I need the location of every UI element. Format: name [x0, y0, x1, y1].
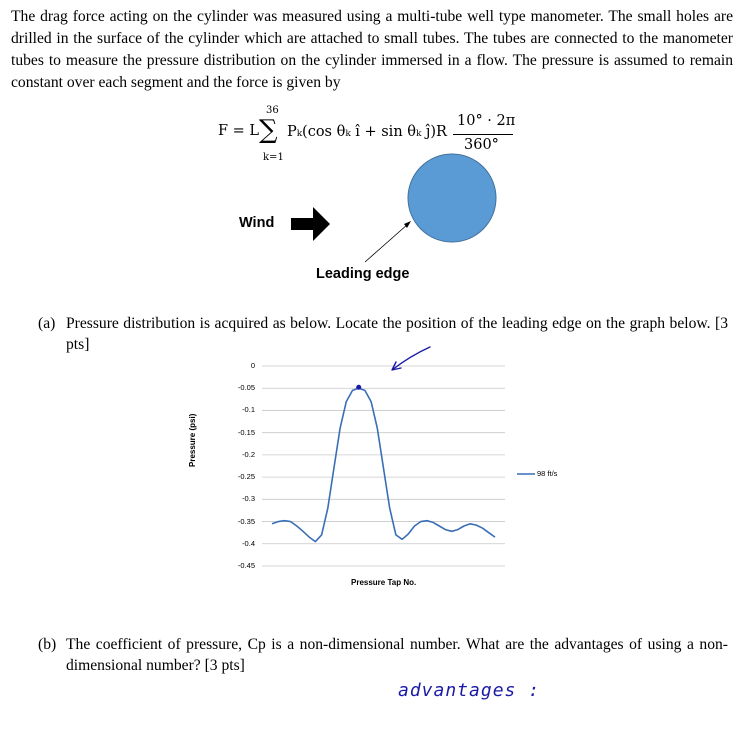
intro-paragraph: The drag force acting on the cylinder was measured using a multi-tube well type manometer. The small holes are drilled in the surface of the cylinder which are attached to small tubes. The tubes are connected to the manometer tubes to measure the pressure distribution on the cylinder immersed in a flow. The pressure is assumed to remain constant over each segment and the force is given by — [11, 8, 733, 91]
y-tick-label: -0.3 — [242, 494, 255, 504]
question-a-number: (a) — [38, 315, 56, 332]
sum-upper-limit: 36 — [266, 105, 279, 116]
fraction-denominator: 360° — [464, 137, 499, 153]
question-b — [38, 634, 728, 676]
question-b-number: (b) — [38, 636, 57, 653]
y-tick-label: -0.1 — [242, 405, 255, 415]
y-axis-label: Pressure (psi) — [188, 413, 197, 467]
x-axis-label: Pressure Tap No. — [351, 578, 417, 587]
question-a-text: Pressure distribution is acquired as below. Locate the position of the leading edge on the graph below. [3 pts] — [66, 315, 728, 353]
series-line-98fts — [272, 388, 495, 541]
y-tick-label: 0 — [250, 361, 255, 370]
fraction-numerator: 10° · 2π — [457, 113, 516, 129]
question-b-text: The coefficient of pressure, Cp is a non-dimensional number. What are the advantages of using a non-dimensional number? [3 pts] — [66, 636, 728, 674]
y-tick-label: -0.45 — [237, 561, 255, 570]
handwritten-arrow-icon — [392, 347, 430, 370]
y-tick-label: -0.15 — [237, 427, 255, 437]
leading-edge-label: Leading edge — [316, 266, 410, 282]
leading-edge-mark-dot — [356, 385, 361, 390]
y-tick-label: -0.35 — [237, 516, 255, 526]
handwritten-answer: advantages : — [398, 680, 541, 701]
y-tick-label: -0.25 — [237, 472, 255, 482]
summation-symbol: ∑ — [259, 115, 278, 145]
wind-label: Wind — [239, 215, 275, 231]
sum-lower-limit: k=1 — [263, 152, 284, 163]
y-tick-label: -0.4 — [242, 538, 255, 548]
legend-label: 98 ft/s — [537, 469, 558, 478]
equation-body: Pₖ(cos θₖ î + sin θₖ ĵ)R — [287, 124, 447, 140]
y-tick-label: -0.05 — [237, 383, 255, 393]
y-tick-label: -0.2 — [242, 449, 255, 459]
equation-lhs: F = L — [218, 123, 260, 139]
